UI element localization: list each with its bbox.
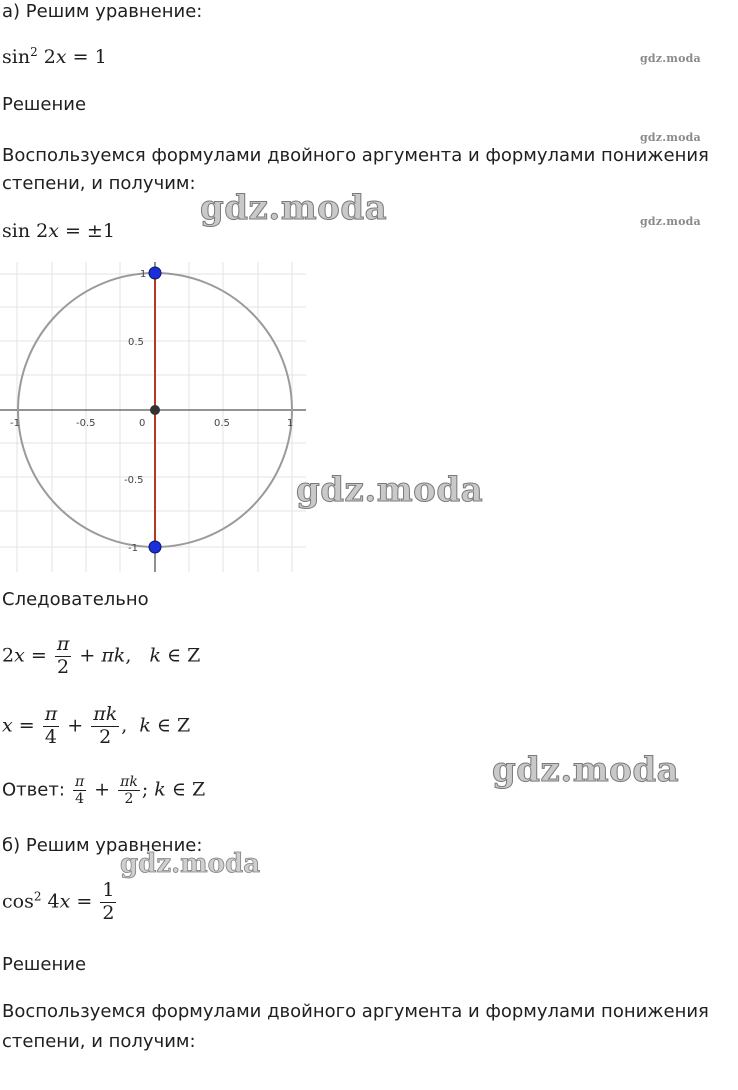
y-tick-label: 1 <box>140 269 147 280</box>
equation-cos-squared: $\cos^2 4x$ = $\frac{1}{2}$ <box>2 879 115 924</box>
graph-grid <box>0 262 306 572</box>
part-b-heading: б) Решим уравнение: <box>2 835 203 856</box>
origin-point <box>150 405 160 415</box>
point-bottom <box>149 541 161 553</box>
unit-circle-graph <box>0 262 306 584</box>
y-tick-label: 0.5 <box>128 337 144 348</box>
part-a-method-line1: Воспользуемся формулами двойного аргумента и формулами понижения <box>2 145 709 166</box>
equation-2x: 2x = $\frac{\pi}{2}$ + πk, k ∈ Z <box>2 633 201 678</box>
y-tick-label: -1 <box>128 543 138 554</box>
equation-sin-squared: $\sin^2 2x = 1$ <box>2 45 107 68</box>
part-b-method-line1: Воспользуемся формулами двойного аргумента и формулами понижения <box>2 1001 709 1022</box>
answer-line: Ответ: $\frac{\pi}{4}$ + $\frac{\pi k}{2}$ ; k ∈ Z <box>2 774 206 808</box>
equation-sin-pm-one: sin 2x = ±1 <box>2 220 115 242</box>
x-tick-label: 0.5 <box>214 418 230 429</box>
watermark: gdz.moda <box>492 750 680 790</box>
watermark: gdz.moda <box>640 131 701 144</box>
part-b-method-line2: степени, и получим: <box>2 1031 196 1052</box>
watermark: gdz.moda <box>200 188 388 228</box>
x-tick-label: 1 <box>287 418 294 429</box>
x-tick-label: -0.5 <box>76 418 96 429</box>
watermark: gdz.moda <box>640 52 701 65</box>
watermark: gdz.moda <box>120 849 261 879</box>
part-b-solution-label: Решение <box>2 954 87 975</box>
y-tick-label: -0.5 <box>124 475 144 486</box>
equation-x: x = $\frac{\pi}{4}$ + $\frac{\pi k}{2}$ , k ∈ Z <box>2 703 191 748</box>
part-a-solution-label: Решение <box>2 94 87 115</box>
watermark: gdz.moda <box>296 470 484 510</box>
answer-label: Ответ: <box>2 779 65 801</box>
watermark: gdz.moda <box>640 215 701 228</box>
therefore-label: Следовательно <box>2 589 149 610</box>
x-tick-label: -1 <box>10 418 20 429</box>
x-tick-label: 0 <box>139 418 146 429</box>
point-top <box>149 267 161 279</box>
part-a-method-line2: степени, и получим: <box>2 173 196 194</box>
part-a-heading: а) Решим уравнение: <box>2 1 203 22</box>
